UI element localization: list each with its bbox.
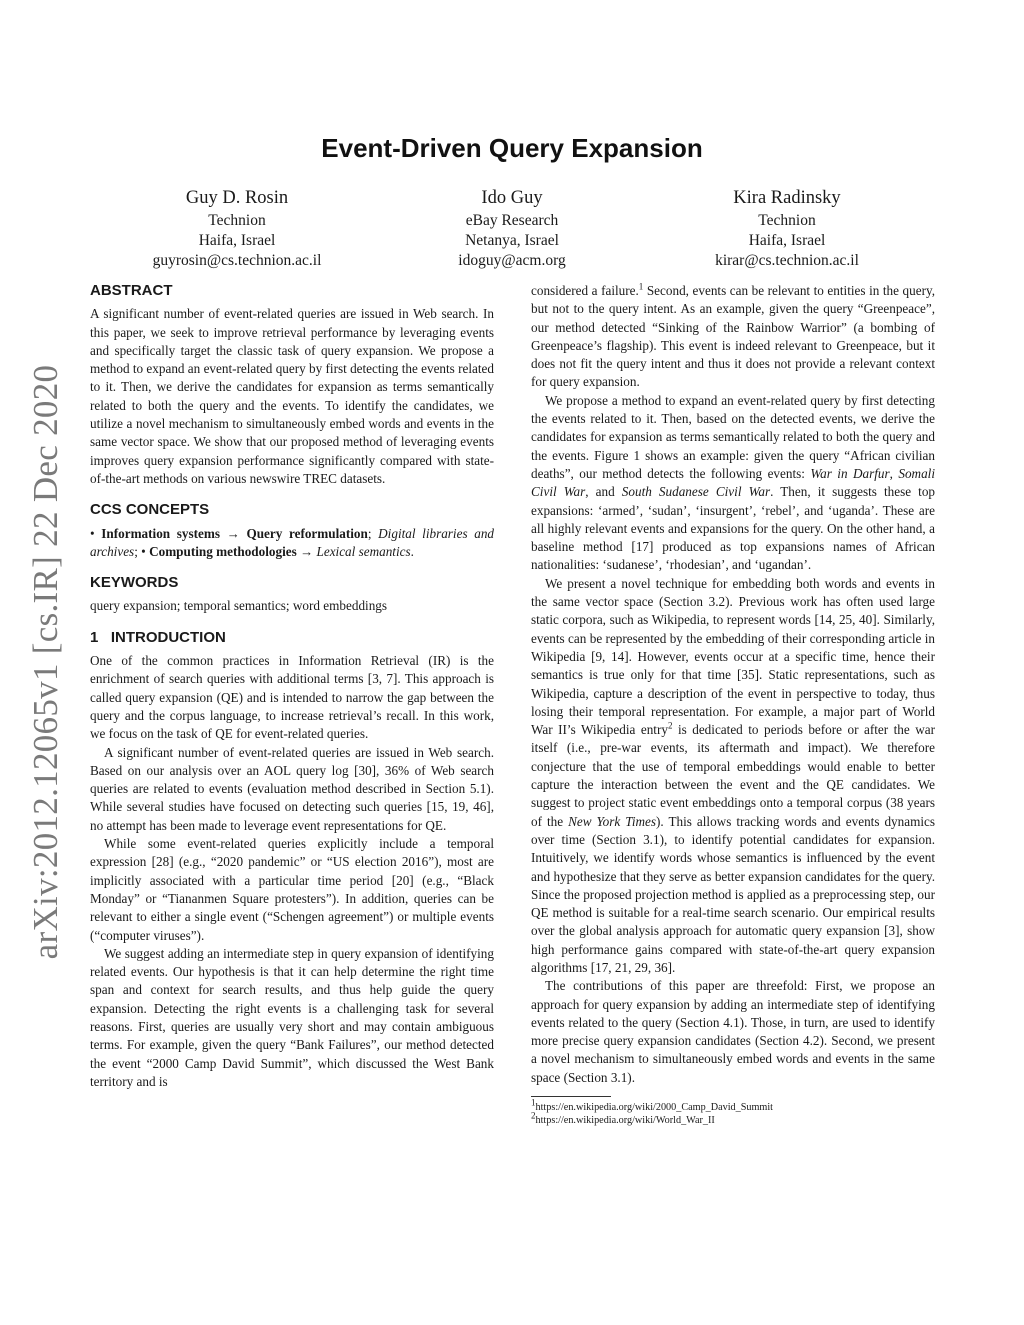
arxiv-stamp: arXiv:2012.12065v1 [cs.IR] 22 Dec 2020 xyxy=(26,364,65,960)
author-affiliation: eBay Research xyxy=(465,212,559,229)
right-column xyxy=(531,282,935,1127)
abstract-text: A significant number of event-related queries are issued in Web search. In this paper, we seek to improve retrieval performance by leveraging events and specifically target the classic task of query expansion. We propose a method to expand an event-related query by first detecting the events related to it. Then, we derive the candidates for expansion as terms semantically related to both the query and the events. To identify the candidates, we utilize a novel mechanism to simultaneously embed words and events in the same vector space. We show that our proposed method of leveraging events improves query expansion performance significantly compared with state-of-the-art methods on various newswire TREC datasets. xyxy=(90,306,494,486)
footnote-rule xyxy=(531,1096,611,1097)
intro-paragraph: A significant number of event-related queries are issued in Web search. Based on our analysis over an AOL query log [30], 36% of Web search queries are related to events (evaluation method described in Section 5.1). While several studies have focused on detecting such queries [15, 19, 46], no attempt has been made to leverage event representations for QE. xyxy=(90,744,494,833)
ccs-heading: CCS CONCEPTS xyxy=(90,501,210,519)
intro-paragraph: One of the common practices in Information Retrieval (IR) is the enrichment of search queries with additional terms [3, 7]. This approach is called query expansion (QE) and is intended to narrow the gap between the query and the corpus language, to increase retrieval’s recall. In this work, we focus on the task of QE for event-related queries. xyxy=(90,653,494,742)
body-paragraph: considered a failure.$^1$ Second, events can be relevant to entities in the query, but not to the query intent. As an example, given the query “Greenpeace”, our method detected “Sinking of the Rainbow Warrior” (a bombing of Greenpeace’s flagship). This event is indeed relevant to Greenpeace, but it does not fit the query intent and thus it does not provide a relevant context for query expansion. xyxy=(531,281,936,390)
author-name: Guy D. Rosin xyxy=(185,188,289,208)
footnote: $^1$https://en.wikipedia.org/wiki/2000_Camp_David_Summit xyxy=(531,1097,774,1114)
body-paragraph: The contributions of this paper are threefold: First, we propose an approach for query expansion by adding an intermediate step of identifying events related to the query (Section 4.1). Those, in turn, are used to identify more precise query expansion candidates (Section 4.2). Second, we present a novel mechanism to simultaneously embed words and events in the same space (Section 3.1). xyxy=(531,978,935,1085)
author-2 xyxy=(362,186,662,271)
author-affiliation: Technion xyxy=(208,212,266,229)
footnote-link[interactable]: https://en.wikipedia.org/wiki/2000_Camp_David_Summit xyxy=(535,1102,774,1114)
footnote: $^2$https://en.wikipedia.org/wiki/World_War_II xyxy=(531,1110,715,1127)
author-name: Ido Guy xyxy=(481,188,543,208)
introduction-heading: 1 INTRODUCTION xyxy=(90,628,226,646)
footnote-marker[interactable]: 2 xyxy=(667,720,673,731)
author-3 xyxy=(637,186,937,271)
keywords-heading: KEYWORDS xyxy=(90,574,179,592)
author-1 xyxy=(87,186,387,271)
ccs-concepts: • Information systems → Query reformulation; Digital libraries and archives; • Computing methodologies → Lexical semantics. xyxy=(90,525,495,559)
left-column xyxy=(90,282,494,1091)
footnote-link[interactable]: https://en.wikipedia.org/wiki/World_War_II xyxy=(535,1115,715,1127)
author-location: Haifa, Israel xyxy=(748,232,826,249)
abstract-heading: ABSTRACT xyxy=(90,282,173,299)
author-location: Netanya, Israel xyxy=(465,232,559,249)
body-paragraph: We propose a method to expand an event-related query by first detecting the events related to it. Then, based on the detected events, we derive the candidates for expansion as terms semantically related to both the query and the events. Figure 1 shows an example: given the query “African civilian deaths”, our method detects the following events: War in Darfur, Somali Civil War, and South Sudanese Civil War. Then, it suggests these top expansions: ‘armed’, ‘sudan’, ‘insurgent’, ‘rebel’, and ‘uganda’. These are all highly relevant events and expansions for the query. On the other hand, a baseline method [17] produced as top expansions names of African nationalities: ‘sudanese’, ‘rhodesian’, and ‘ugandan’. xyxy=(531,392,936,573)
paper-title: Event-Driven Query Expansion xyxy=(321,133,703,163)
author-name: Kira Radinsky xyxy=(733,188,841,208)
footnote-marker[interactable]: 1 xyxy=(638,281,644,292)
intro-paragraph: While some event-related queries explicitly include a temporal expression [28] (e.g., “2020 pandemic” or “US election 2016”), most are implicitly associated with a particular time period [20] (e.g., “Black Monday” or “Tiananmen Square protesters”). In addition, queries can be relevant to either a single event (“Schengen agreement”) or multiple events (“computer viruses”). xyxy=(90,836,494,943)
intro-paragraph: We suggest adding an intermediate step in query expansion of identifying related events. Our hypothesis is that it can help determine the right time span and context for search results, and thus help guide the query expansion. Detecting the right events is a challenging task for several reasons. First, queries are usually very short and may contain ambiguous terms. For example, given the query “Bank Failures”, our method detected the event “2000 Camp David Summit”, which discussed the West Bank territory and is xyxy=(90,945,494,1089)
keywords-text: query expansion; temporal semantics; word embeddings xyxy=(90,598,388,614)
author-email: guyrosin@cs.technion.ac.il xyxy=(152,252,322,269)
author-email: kirar@cs.technion.ac.il xyxy=(715,252,859,269)
author-email: idoguy@acm.org xyxy=(458,252,566,269)
author-affiliation: Technion xyxy=(758,212,816,229)
author-location: Haifa, Israel xyxy=(198,232,276,249)
body-paragraph: We present a novel technique for embedding both words and events in the same vector space (Section 3.2). Previous work has often used large static corpora, such as Wikipedia, to represent words [14, 25, 40]. Similarly, events can be represented by the embedding of their corresponding article in Wikipedia [9, 14]. However, events occur at a specific time, hence their semantics is true only for that time [35]. Static representations, such as Wikipedia, capture a description of the event in perspective to today, thus losing their temporal representation. For example, a major part of World War II’s Wikipedia entry$^2$ is dedicated to periods before or after the war itself (i.e., pre-war events, its aftermath and impact). We therefore conjecture that the use of temporal embeddings would enable to better capture the interaction between the event and the QE candidates. We suggest to project static event embeddings onto a temporal corpus (38 years of the New York Times). This allows tracking words and events dynamics over time (Section 3.1), to identify potential candidates for expansion. Intuitively, we identify words whose semantics is influenced by the event and hypothesize that they serve as better expansion candidates for the query. Since the proposed projection method is applied as a preprocessing step, our QE method is suitable for a real-time search scenario. Our empirical results over the global analysis approach for automatic query expansion [3], show high performance gains compared with state-of-the-art query expansion algorithms [17, 21, 29, 36]. xyxy=(531,575,935,975)
